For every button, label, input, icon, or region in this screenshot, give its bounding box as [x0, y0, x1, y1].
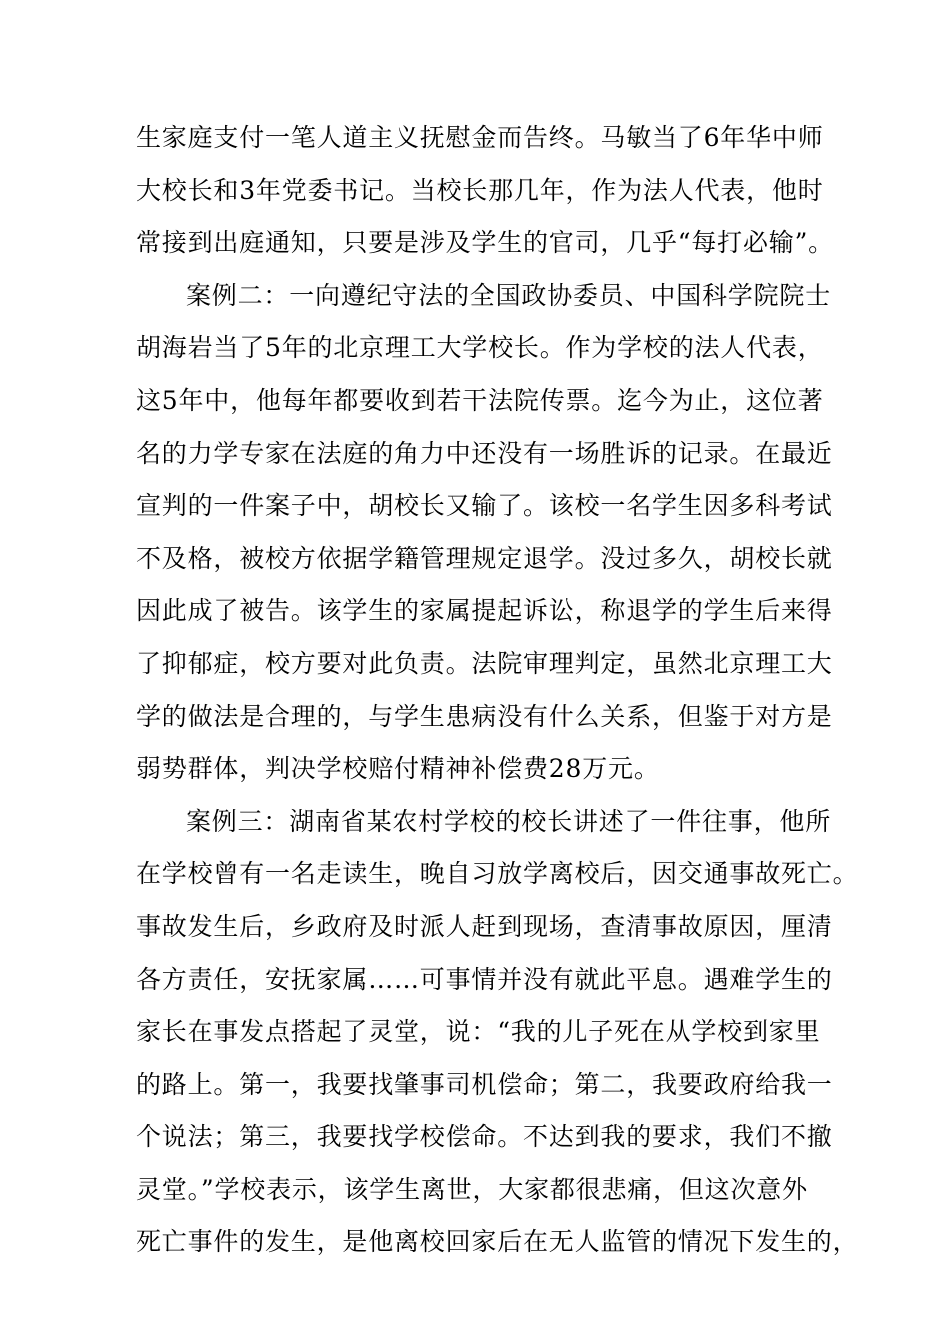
text-line: 名的力学专家在法庭的角力中还没有一场胜诉的记录。在最近: [136, 438, 833, 468]
text-line: 事故发生后，乡政府及时派人赶到现场，查清事故原因，厘清: [136, 911, 833, 941]
text-line: 灵堂。”学校表示，该学生离世，大家都很悲痛，但这次意外: [136, 1174, 808, 1204]
body-text: [136, 112, 859, 1269]
text-line: 胡海岩当了5年的北京理工大学校长。作为学校的法人代表，: [136, 333, 824, 363]
text-line: 死亡事件的发生，是他离校回家后在无人监管的情况下发生的，: [136, 1227, 859, 1257]
text-line: 家长在事发点搭起了灵堂，说：“我的儿子死在从学校到家里: [136, 1017, 821, 1047]
text-line: 生家庭支付一笔人道主义抚慰金而告终。马敏当了6年华中师: [136, 123, 824, 152]
paragraph-start-line: 案例二：一向遵纪守法的全国政协委员、中国科学院院士: [186, 280, 832, 310]
text-line: 学的做法是合理的，与学生患病没有什么关系，但鉴于对方是: [136, 701, 833, 731]
paragraph-start-line: 案例三：湖南省某农村学校的校长讲述了一件往事，他所: [186, 806, 832, 836]
text-line: 了抑郁症，校方要对此负责。法院审理判定，虽然北京理工大: [136, 648, 833, 678]
text-line: 个说法；第三，我要找学校偿命。不达到我的要求，我们不撤: [136, 1122, 833, 1152]
text-line: 在学校曾有一名走读生，晚自习放学离校后，因交通事故死亡。: [136, 859, 859, 889]
text-line: 大校长和3年党委书记。当校长那几年，作为法人代表，他时: [136, 175, 824, 205]
text-line: 宣判的一件案子中，胡校长又输了。该校一名学生因多科考试: [136, 491, 833, 521]
text-line: 这5年中，他每年都要收到若干法院传票。迄今为止，这位著: [136, 385, 824, 415]
text-line: 的路上。第一，我要找肇事司机偿命；第二，我要政府给我一: [136, 1069, 833, 1099]
text-line: 各方责任，安抚家属……可事情并没有就此平息。遇难学生的: [136, 964, 833, 994]
text-line: 不及格，被校方依据学籍管理规定退学。没过多久，胡校长就: [136, 543, 833, 573]
text-line: 弱势群体，判决学校赔付精神补偿费28万元。: [136, 754, 660, 784]
text-line: 因此成了被告。该学生的家属提起诉讼，称退学的学生后来得: [136, 596, 833, 626]
text-line: 常接到出庭通知，只要是涉及学生的官司，几乎“每打必输”。: [136, 228, 834, 258]
